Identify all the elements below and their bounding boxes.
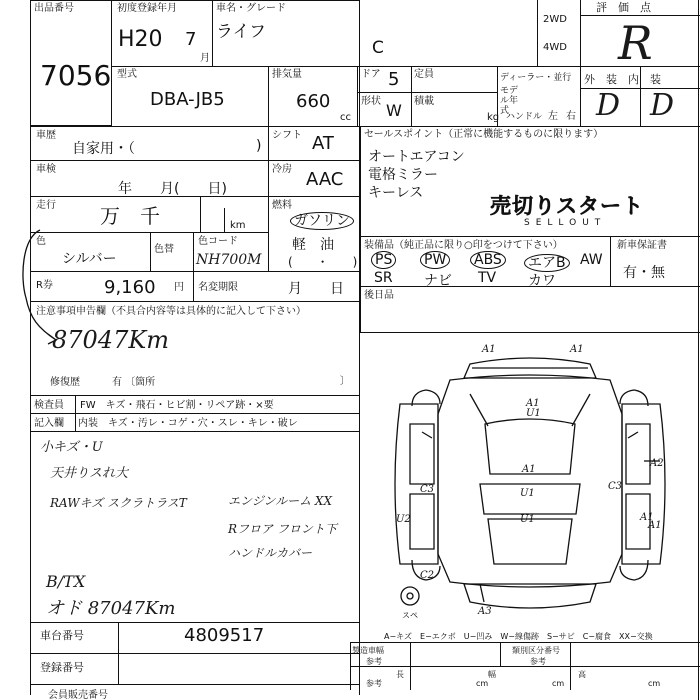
bottom-text: 会員販売番号 xyxy=(48,690,108,700)
month-unit: 月 xyxy=(200,53,210,64)
drive-4wd: 4WD xyxy=(543,42,567,53)
kg-unit: kg xyxy=(487,112,500,123)
model-name: ライフ xyxy=(216,22,266,42)
model-year-label: モデル年式 xyxy=(500,86,519,116)
rear-label: 後日品 xyxy=(364,290,394,301)
door-label: ドア xyxy=(361,69,381,80)
handle-right: 右 xyxy=(566,111,576,122)
chassis-label: 車台番号 xyxy=(40,629,84,642)
mark-c3-right: C3 xyxy=(608,481,623,492)
equip-navi: ナビ xyxy=(424,273,452,289)
lot-label: 出品番号 xyxy=(34,3,74,14)
equipment-title: 装備品（純正品に限り○印をつけて下さい） xyxy=(364,240,563,251)
eval-label: 評 価 点 xyxy=(596,1,651,14)
notes-arrow xyxy=(18,228,60,352)
displacement-label: 排気量 xyxy=(272,69,302,80)
equip-abs-label: ABS xyxy=(470,251,506,269)
cm-unit-3: cm xyxy=(648,679,661,688)
remark-8: オド 87047Km xyxy=(46,598,176,619)
mark-a1-front-left: A1 xyxy=(482,344,496,355)
diagram-legend: A−キズ E−エクボ U−凹み W−線傷跡 S−サビ C−腐食 XX−交換 xyxy=(384,632,653,641)
inspector-codes: FW キズ・飛石・ヒビ割・リペア跡・×要 xyxy=(80,400,274,411)
remark-7: B/TX xyxy=(46,572,86,591)
first-reg-month: 7 xyxy=(185,29,197,50)
remark-4: エンジンルーム XX xyxy=(228,494,333,508)
spare-label: スペ xyxy=(402,611,418,620)
sales-item-2: 電格ミラー xyxy=(368,167,438,183)
ac-label: 冷房 xyxy=(272,164,292,175)
yen-unit: 円 xyxy=(174,282,184,293)
handle-left: 左 xyxy=(548,111,558,122)
fuel-gas xyxy=(290,210,354,230)
dealer-label: ディーラー・並行 xyxy=(500,73,572,83)
ext-score: D xyxy=(596,88,621,123)
color-value: シルバー xyxy=(62,251,117,267)
chassis-value: 4809517 xyxy=(184,625,265,646)
mark-u1-hood: U1 xyxy=(526,408,541,419)
breadth-label: 幅 xyxy=(488,670,496,679)
equip-aw: AW xyxy=(580,252,603,268)
mark-a1-right-rear: A1 xyxy=(648,520,662,531)
remark-3: RAWキズ スクラトラスT xyxy=(50,496,187,510)
inspector-label: 検査員 xyxy=(34,400,64,411)
shape-label: 形状 xyxy=(361,96,381,107)
mark-u1-roof: U1 xyxy=(520,488,535,499)
int-score: D xyxy=(650,88,675,123)
writer-label: 記入欄 xyxy=(34,418,64,429)
type-label: 型式 xyxy=(117,69,137,80)
fuel-label: 燃料 xyxy=(272,200,292,211)
name-change-value: 月 日 xyxy=(288,281,344,297)
mark-a1-front-right: A1 xyxy=(570,344,584,355)
inspection-label: 車検 xyxy=(36,164,56,175)
color-code-label: 色コード xyxy=(198,236,238,247)
color-change-label: 色替 xyxy=(154,244,174,255)
inspection-value: 年 月( 日) xyxy=(118,181,227,197)
mark-a1-hood: A1 xyxy=(526,398,540,409)
first-reg-label: 初度登録年月 xyxy=(117,3,177,14)
lot-number: 7056 xyxy=(40,59,112,92)
mark-c2-left: C2 xyxy=(420,570,435,581)
capacity-label: 定員 xyxy=(414,69,434,80)
equip-tv: TV xyxy=(478,270,497,286)
mark-u1-rear: U1 xyxy=(520,514,535,525)
height-label: 高 xyxy=(578,670,586,679)
ac-value: AAC xyxy=(306,169,344,190)
shape-value: W xyxy=(386,101,402,120)
remark-5: Rフロア フロント下 xyxy=(228,522,337,536)
mark-c3-left: C3 xyxy=(420,484,435,495)
writer-codes: 内装 キズ・汚レ・コゲ・穴・スレ・キレ・破レ xyxy=(78,418,298,429)
cc-unit: cc xyxy=(340,112,351,123)
car-diagram xyxy=(360,334,700,634)
load-label: 積載 xyxy=(414,96,434,107)
fuel-gas-circled: ガソリン xyxy=(290,212,354,230)
handle-label: ハンドル xyxy=(506,112,543,122)
color-code-value: NH700M xyxy=(196,252,262,268)
sales-points-title: セールスポイント（正常に機能するものに限ります） xyxy=(364,129,604,140)
km-unit: km xyxy=(230,220,246,231)
warranty-value: 有・無 xyxy=(623,265,665,281)
reg-label: 登録番号 xyxy=(40,661,84,674)
notes-handwritten: 87047Km xyxy=(52,326,170,354)
length-label: 長 xyxy=(396,670,404,679)
mileage-value: 万 千 xyxy=(100,204,160,228)
paren-close: ) xyxy=(256,138,262,154)
repair-value: 有 〔箇所 xyxy=(112,377,156,388)
type-value: DBA-JB5 xyxy=(150,89,225,110)
ext-int-label: 外 装 内 装 xyxy=(584,73,661,86)
stamp-main: 売切りスタート xyxy=(490,194,644,218)
equip-pw-label: PW xyxy=(420,251,450,269)
remark-2: 天井りスれ大 xyxy=(50,466,129,481)
sales-item-1: オートエアコン xyxy=(368,149,465,165)
cm-unit-2: cm xyxy=(552,679,565,688)
recycle-label: R券 xyxy=(36,280,53,291)
equip-airbag-label: エアB xyxy=(524,254,570,272)
width-label: 製造車幅 xyxy=(352,646,384,655)
mark-u2-left: U2 xyxy=(396,514,411,525)
equip-pw xyxy=(420,252,450,268)
equip-sr: SR xyxy=(374,270,393,286)
mark-a3-rear: A3 xyxy=(478,606,492,617)
door-value: 5 xyxy=(388,69,400,90)
sellout-stamp xyxy=(490,190,650,230)
warranty-label: 新車保証書 xyxy=(617,240,667,251)
fuel-paren: ( ・ ) xyxy=(288,255,358,269)
remark-1: 小キズ・U xyxy=(40,440,103,455)
equip-airbag xyxy=(524,252,570,272)
fuel-diesel: 軽 油 xyxy=(292,237,334,253)
shift-label: シフト xyxy=(272,130,302,141)
equip-leather: カワ xyxy=(528,273,556,289)
repair-close: 〕 xyxy=(340,376,350,387)
grade: C xyxy=(372,38,384,58)
eval-score: R xyxy=(618,16,653,70)
class-label: 類別区分番号 xyxy=(512,646,560,655)
mileage-label: 走行 xyxy=(36,200,56,211)
drive-2wd: 2WD xyxy=(543,14,567,25)
shift-value: AT xyxy=(312,133,334,154)
notes-title: 注意事項申告欄（不具合内容等は具体的に記入して下さい） xyxy=(36,306,306,317)
sales-item-3: キーレス xyxy=(368,185,424,201)
use-label: 車歴 xyxy=(36,130,56,141)
displacement-value: 660 xyxy=(296,91,331,112)
name-change-label: 名変期限 xyxy=(198,282,238,293)
first-reg-era: H20 xyxy=(118,27,163,52)
color-label: 色 xyxy=(36,236,46,247)
ref-label-1: 参考 xyxy=(366,657,382,666)
recycle-value: 9,160 xyxy=(104,277,156,298)
cm-unit-1: cm xyxy=(476,679,489,688)
use-value: 自家用・（ xyxy=(72,141,135,157)
mark-a1-right: A1 xyxy=(640,512,654,523)
remark-6: ハンドルカバー xyxy=(228,546,313,560)
mark-a2-right: A2 xyxy=(650,458,664,469)
equip-abs xyxy=(470,252,506,268)
equip-ps xyxy=(371,252,396,268)
ref-label-3: 参考 xyxy=(366,679,382,688)
equip-ps-label: PS xyxy=(371,251,396,269)
stamp-sub: SELLOUT xyxy=(524,218,607,228)
repair-label: 修復歴 xyxy=(50,377,80,388)
ref-label-2: 参考 xyxy=(530,657,546,666)
mark-a1-roof: A1 xyxy=(522,464,536,475)
model-label: 車名・グレード xyxy=(216,3,286,14)
